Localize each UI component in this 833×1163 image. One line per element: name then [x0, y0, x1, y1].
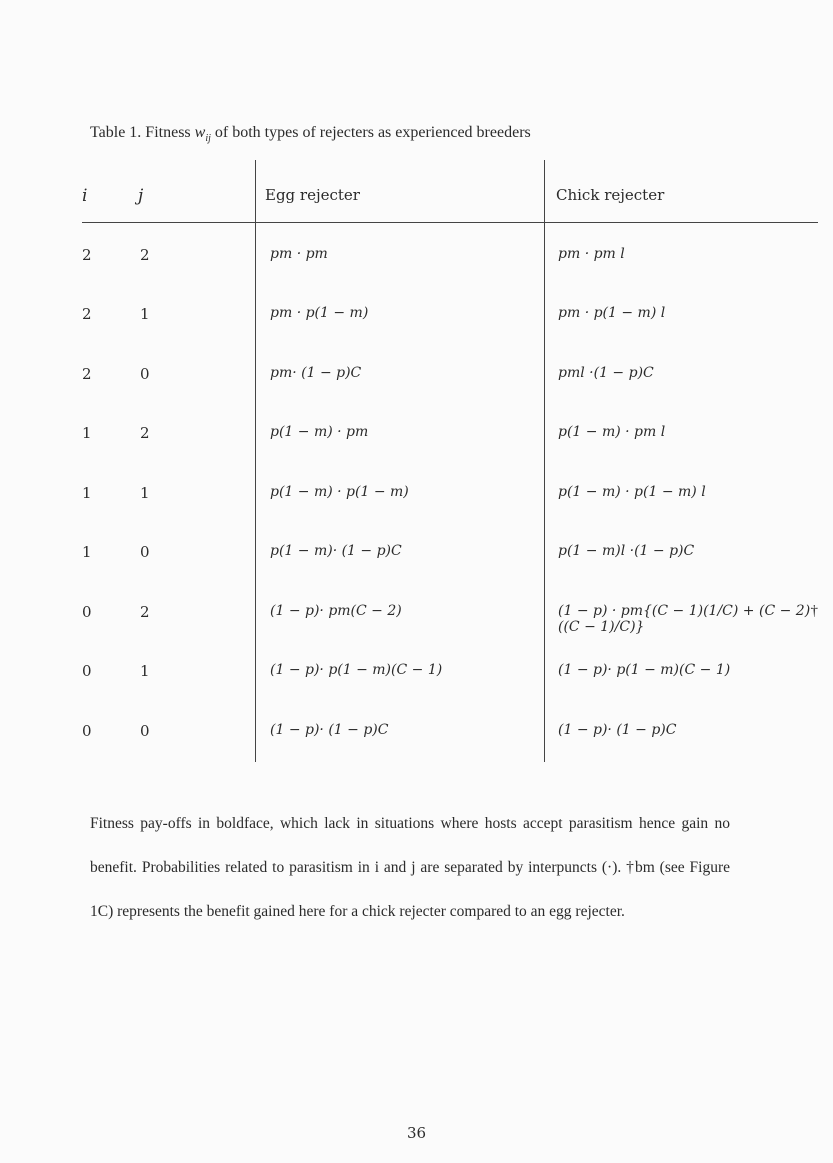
header-rule	[82, 222, 818, 223]
cell-chick: pm · pm l	[558, 246, 625, 262]
table-row	[82, 424, 818, 454]
cell-chick: p(1 − m) · p(1 − m) l	[558, 484, 706, 500]
caption-prefix: Table 1. Fitness	[90, 124, 195, 141]
cell-egg: (1 − p)· p(1 − m)(C − 1)	[270, 662, 443, 678]
table-row	[82, 246, 818, 276]
cell-i: 2	[82, 305, 92, 323]
table-row	[82, 603, 818, 633]
cell-j: 2	[140, 246, 150, 264]
table-note: Fitness pay-offs in boldface, which lack in situations where hosts accept parasitism hence gain no benefit. Probabilities related to parasitism in i and j are separated by interpuncts (·). †bm (see Figure 1C) represents the benefit gained here for a chick rejecter compared to an egg rejecter.	[90, 814, 730, 920]
cell-chick: p(1 − m) · pm l	[558, 424, 666, 440]
cell-egg: p(1 − m)· (1 − p)C	[270, 543, 402, 559]
table-row	[82, 662, 818, 692]
cell-chick: pm · p(1 − m) l	[558, 305, 666, 321]
cell-egg: p(1 − m) · pm	[270, 424, 369, 440]
cell-chick: (1 − p)· p(1 − m)(C − 1)	[558, 662, 731, 678]
table-row	[82, 543, 818, 573]
cell-j: 1	[140, 662, 150, 680]
cell-i: 1	[82, 543, 92, 561]
table-row	[82, 305, 818, 335]
cell-j: 2	[140, 424, 150, 442]
cell-j: 2	[140, 603, 150, 621]
table-row	[82, 365, 818, 395]
header-egg-rejecter: Egg rejecter	[265, 186, 360, 204]
page-number: 36	[406, 1124, 427, 1142]
caption-symbol: $w_{ij}$	[194, 124, 211, 145]
cell-chick: (1 − p)· (1 − p)C	[558, 722, 677, 738]
cell-i: 0	[82, 722, 92, 740]
cell-chick: p(1 − m)l ·(1 − p)C	[558, 543, 695, 559]
cell-egg: pm· (1 − p)C	[270, 365, 362, 381]
cell-egg: (1 − p)· (1 − p)C	[270, 722, 389, 738]
caption-suffix: of both types of rejecters as experienced breeders	[210, 124, 531, 141]
cell-chick: (1 − p) · pm{(C − 1)(1/C) + (C − 2)((C − 1)/C)}	[558, 603, 811, 635]
cell-i: 2	[82, 246, 92, 264]
cell-egg: (1 − p)· pm(C − 2)	[270, 603, 402, 619]
cell-j: 0	[140, 365, 150, 383]
cell-egg: p(1 − m) · p(1 − m)	[270, 484, 409, 500]
header-i: i	[82, 186, 88, 206]
table-row	[82, 484, 818, 514]
cell-chick: pml ·(1 − p)C	[558, 365, 654, 381]
cell-i: 2	[82, 365, 92, 383]
cell-j: 0	[140, 543, 150, 561]
cell-egg: pm · pm	[270, 246, 328, 262]
header-j: j	[138, 186, 144, 206]
cell-j: 0	[140, 722, 150, 740]
table-caption	[90, 124, 531, 144]
dagger-mark: †	[810, 603, 818, 619]
cell-j: 1	[140, 305, 150, 323]
cell-i: 0	[82, 662, 92, 680]
cell-egg: pm · p(1 − m)	[270, 305, 369, 321]
header-chick-rejecter: Chick rejecter	[556, 186, 665, 204]
cell-i: 1	[82, 484, 92, 502]
cell-i: 1	[82, 424, 92, 442]
cell-i: 0	[82, 603, 92, 621]
cell-j: 1	[140, 484, 150, 502]
table-row	[82, 722, 818, 752]
